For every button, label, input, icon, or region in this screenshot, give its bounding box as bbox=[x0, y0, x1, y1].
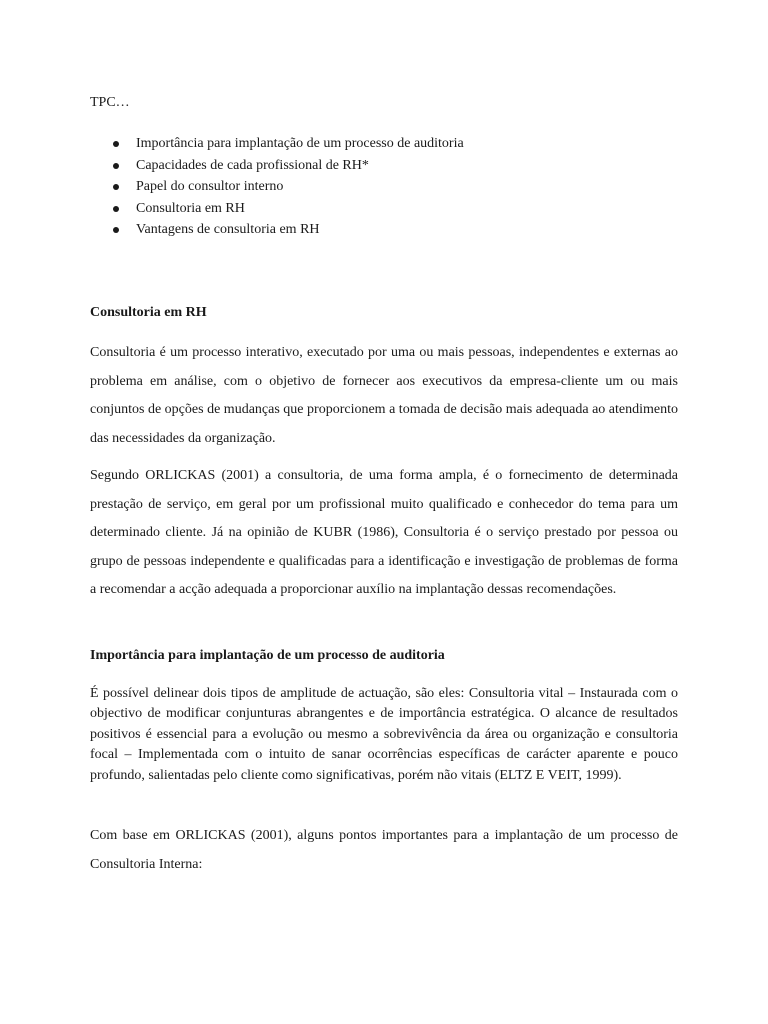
list-item-text: Importância para implantação de um processo de auditoria bbox=[136, 136, 464, 151]
list-item bbox=[90, 176, 690, 198]
bullet-icon bbox=[113, 163, 119, 169]
list-item bbox=[90, 219, 690, 241]
list-item bbox=[90, 155, 690, 177]
section-title-importancia-auditoria: Importância para implantação de um processo de auditoria bbox=[90, 648, 445, 663]
list-item bbox=[90, 198, 690, 220]
list-item-text: Consultoria em RH bbox=[136, 200, 245, 216]
list-item bbox=[90, 133, 690, 155]
list-item-text: Capacidades de cada profissional de RH* bbox=[136, 157, 369, 173]
list-item-text: Vantagens de consultoria em RH bbox=[136, 222, 320, 238]
paragraph-consultoria-definition: Consultoria é um processo interativo, executado por uma ou mais pessoas, independentes e externas ao problema em análise, com o objetivo de fornecer aos executivos da empresa-cliente um ou mais conjuntos de opções de mudanças que proporcionem a tomada de decisão mais adequada ao atendimento das necessidades da organização. bbox=[90, 345, 678, 446]
bullet-icon bbox=[113, 184, 119, 190]
paragraph-amplitude-actuacao: É possível delinear dois tipos de amplitude de actuação, são eles: Consultoria vital – Instaurada com o objectivo de modificar conjunturas abrangentes e de importância estratégica. O alcance de resultados positivos é essencial para a evolução ou mesmo a sobrevivência da área ou organização e consultoria focal – Implementada com o intuito de sanar ocorrências específicas de carácter aparente e pouco profundo, salientadas pelo cliente como significativas, porém não vitais (ELTZ E VEIT, 1999). bbox=[90, 686, 678, 783]
paragraph-consultoria-interna: Com base em ORLICKAS (2001), alguns pontos importantes para a implantação de um processo de Consultoria Interna: bbox=[90, 828, 678, 872]
list-item-text: Papel do consultor interno bbox=[136, 179, 284, 195]
bullet-icon bbox=[113, 141, 119, 147]
section-title-consultoria-rh: Consultoria em RH bbox=[90, 305, 207, 320]
bullet-icon bbox=[113, 206, 119, 212]
tpc-heading: TPC… bbox=[90, 95, 130, 110]
bullet-icon bbox=[113, 227, 119, 233]
paragraph-orlickas-kubr: Segundo ORLICKAS (2001) a consultoria, de uma forma ampla, é o fornecimento de determinada prestação de serviço, em geral por um profissional muito qualificado e conhecedor do tema para um determinado cliente. Já na opinião de KUBR (1986), Consultoria é o serviço prestado por pessoa ou grupo de pessoas independente e qualificadas para a identificação e investigação de problemas de forma a recomendar a acção adequada a proporcionar auxílio na implantação dessas recomendações. bbox=[90, 468, 678, 598]
topic-bullet-list bbox=[90, 133, 690, 241]
